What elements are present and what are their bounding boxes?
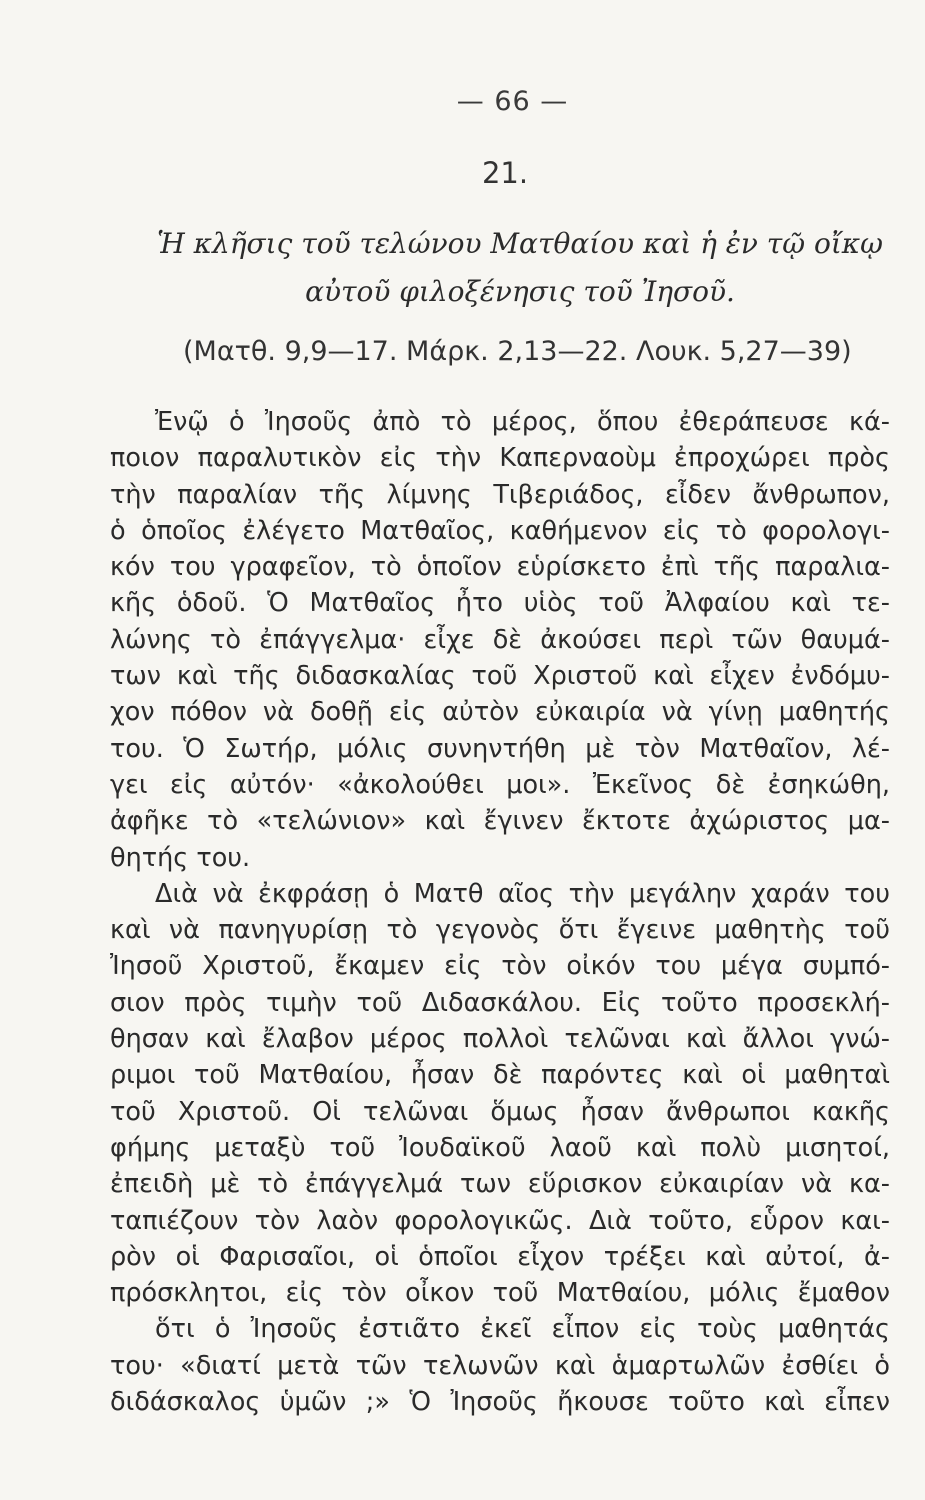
chapter-title — [150, 220, 890, 316]
text-line: φήμης μεταξὺ τοῦ Ἰουδαϊκοῦ λαοῦ καὶ πολὺ μισητοί, — [110, 1132, 890, 1163]
text-line: ἀφῆκε τὸ «τελώνιον» καὶ ἔγινεν ἔκτοτε ἀχώριστος μα- — [110, 806, 890, 837]
title-line: Ἡ κλῆσις τοῦ τελώνου Ματθαίου καὶ ἡ ἐν τῷ οἴκῳ — [156, 227, 884, 260]
scripture-references: (Ματθ. 9,9—17. Μάρκ. 2,13—22. Λουκ. 5,27—39) — [183, 336, 852, 367]
text-line: ρὸν οἱ Φαρισαῖοι, οἱ ὁποῖοι εἶχον τρέξει καὶ αὐτοί, ἀ- — [110, 1241, 890, 1272]
text-line: των καὶ τῆς διδασκαλίας τοῦ Χριστοῦ καὶ εἶχεν ἐνδόμυ- — [110, 661, 890, 692]
text-line: γει εἰς αὐτόν· «ἀκολούθει μοι». Ἐκεῖνος δὲ ἐσηκώθη, — [110, 769, 890, 800]
text-line: ὁ ὁποῖος ἐλέγετο Ματθαῖος, καθήμενον εἰς τὸ φορολογι- — [110, 515, 890, 546]
text-line: πρόσκλητοι, εἰς τὸν οἶκον τοῦ Ματθαίου, μόλις ἔμαθον — [110, 1278, 890, 1309]
text-line: τοῦ Χριστοῦ. Οἱ τελῶναι ὅμως ἦσαν ἄνθρωποι κακῆς — [110, 1096, 890, 1127]
text-line: θητής του. — [110, 842, 251, 873]
text-line: Διὰ νὰ ἐκφράσῃ ὁ Ματθ αῖος τὴν μεγάλην χαράν του — [155, 878, 890, 909]
text-line: τὴν παραλίαν τῆς λίμνης Τιβεριάδος, εἶδεν ἄνθρωπον, — [110, 479, 890, 510]
text-line: ριμοι τοῦ Ματθαίου, ἦσαν δὲ παρόντες καὶ οἱ μαθηταὶ — [110, 1060, 890, 1091]
text-line: Ἐνῷ ὁ Ἰησοῦς ἀπὸ τὸ μέρος, ὅπου ἐθεράπευσε κά- — [155, 407, 890, 437]
text-line: κόν του γραφεῖον, τὸ ὁποῖον εὑρίσκετο ἐπὶ τῆς παραλια- — [110, 552, 890, 583]
page-number: — 66 — — [456, 86, 569, 117]
text-line: του· «διατί μετὰ τῶν τελωνῶν καὶ ἁμαρτωλῶν ἐσθίει ὁ — [110, 1350, 890, 1381]
body-text — [110, 404, 890, 1420]
text-line: Ἰησοῦ Χριστοῦ, ἔκαμεν εἰς τὸν οἰκόν του μέγα συμπό- — [110, 951, 890, 982]
text-line: θησαν καὶ ἔλαβον μέρος πολλοὶ τελῶναι καὶ ἄλλοι γνώ- — [110, 1024, 890, 1055]
text-line: ταπιέζουν τὸν λαὸν φορολογικῶς. Διὰ τοῦτο, εὗρον και- — [110, 1205, 890, 1236]
text-line: κῆς ὁδοῦ. Ὁ Ματθαῖος ἦτο υἱὸς τοῦ Ἀλφαίου καὶ τε- — [110, 588, 890, 619]
text-line: ποιον παραλυτικὸν εἰς τὴν Καπερναοὺμ ἐπροχώρει πρὸς — [110, 443, 890, 474]
text-line: καὶ νὰ πανηγυρίσῃ τὸ γεγονὸς ὅτι ἔγεινε μαθητὴς τοῦ — [110, 915, 890, 946]
text-line: διδάσκαλος ὑμῶν ;» Ὁ Ἰησοῦς ἤκουσε τοῦτο καὶ εἶπεν — [110, 1387, 890, 1418]
text-line: του. Ὁ Σωτήρ, μόλις συνηντήθη μὲ τὸν Ματθαῖον, λέ- — [110, 733, 890, 764]
title-line: αὐτοῦ φιλοξένησις τοῦ Ἰησοῦ. — [305, 275, 735, 308]
text-line: χον πόθον νὰ δοθῇ εἰς αὐτὸν εὐκαιρία νὰ γίνῃ μαθητής — [110, 697, 890, 728]
section-number: 21. — [481, 156, 529, 190]
text-line: σιον πρὸς τιμὴν τοῦ Διδασκάλου. Εἰς τοῦτο προσεκλή- — [110, 987, 890, 1018]
text-line: ὅτι ὁ Ἰησοῦς ἐστιᾶτο ἐκεῖ εἶπον εἰς τοὺς μαθητάς — [155, 1314, 890, 1345]
text-line: ἐπειδὴ μὲ τὸ ἐπάγγελμά των εὕρισκον εὐκαιρίαν νὰ κα- — [110, 1169, 890, 1200]
text-line: λώνης τὸ ἐπάγγελμα· εἶχε δὲ ἀκούσει περὶ τῶν θαυμά- — [110, 624, 890, 655]
